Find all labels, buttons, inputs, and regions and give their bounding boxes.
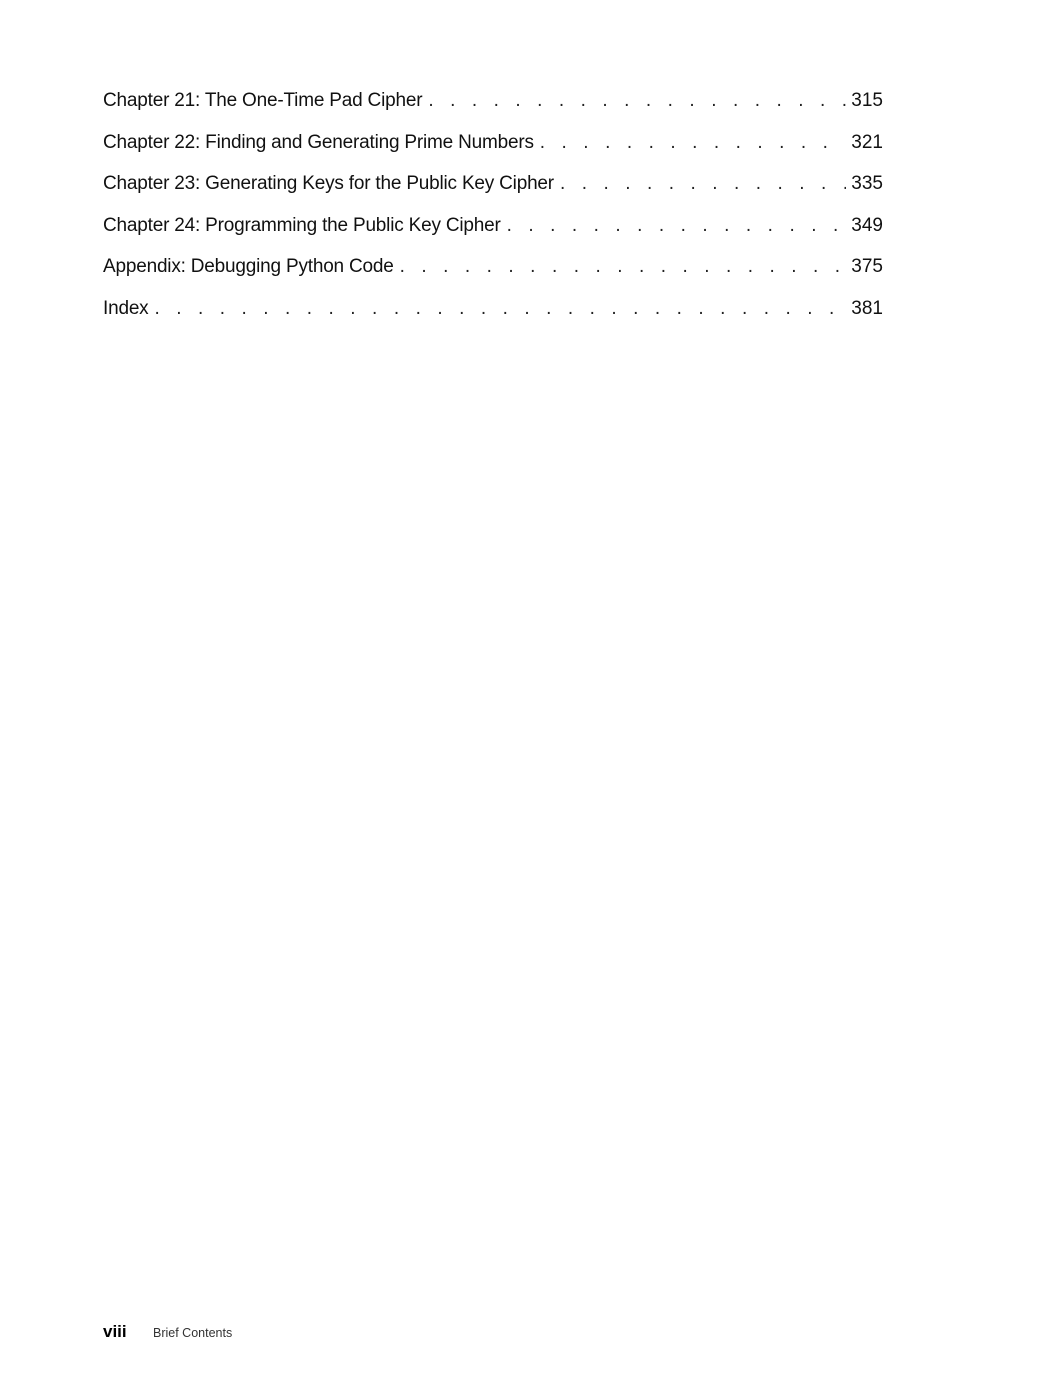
running-head: Brief Contents	[153, 1326, 233, 1340]
toc-entry-page: 315	[851, 90, 883, 111]
toc-entry-chapter-22	[103, 130, 883, 172]
toc-entry-title: Chapter 21: The One-Time Pad Cipher	[103, 90, 423, 111]
toc-entry-page: 375	[851, 256, 883, 278]
dot-leader	[154, 296, 846, 322]
table-of-contents	[103, 88, 883, 338]
toc-entry-page: 381	[851, 297, 883, 319]
dot-leader	[428, 88, 846, 114]
dot-leader	[560, 171, 846, 197]
toc-entry-appendix	[103, 254, 883, 296]
toc-entry-title: Chapter 24: Programming the Public Key Cipher	[103, 214, 501, 236]
toc-entry-index	[103, 296, 883, 338]
page-footer	[103, 1322, 232, 1342]
dot-leader	[540, 130, 847, 156]
toc-entry-chapter-24	[103, 213, 883, 255]
toc-entry-chapter-23	[103, 171, 883, 213]
dot-leader	[400, 254, 847, 280]
toc-entry-page: 321	[851, 131, 883, 153]
dot-leader	[507, 213, 847, 239]
toc-entry-title: Appendix: Debugging Python Code	[103, 256, 394, 278]
toc-entry-title: Chapter 22: Finding and Generating Prime Numbers	[103, 131, 534, 153]
toc-entry-chapter-21	[103, 88, 883, 130]
toc-entry-page: 349	[851, 214, 883, 236]
page-number: viii	[103, 1322, 127, 1341]
toc-entry-title: Chapter 23: Generating Keys for the Public Key Cipher	[103, 173, 554, 195]
toc-entry-page: 335	[851, 173, 883, 195]
toc-entry-title: Index	[103, 297, 149, 319]
